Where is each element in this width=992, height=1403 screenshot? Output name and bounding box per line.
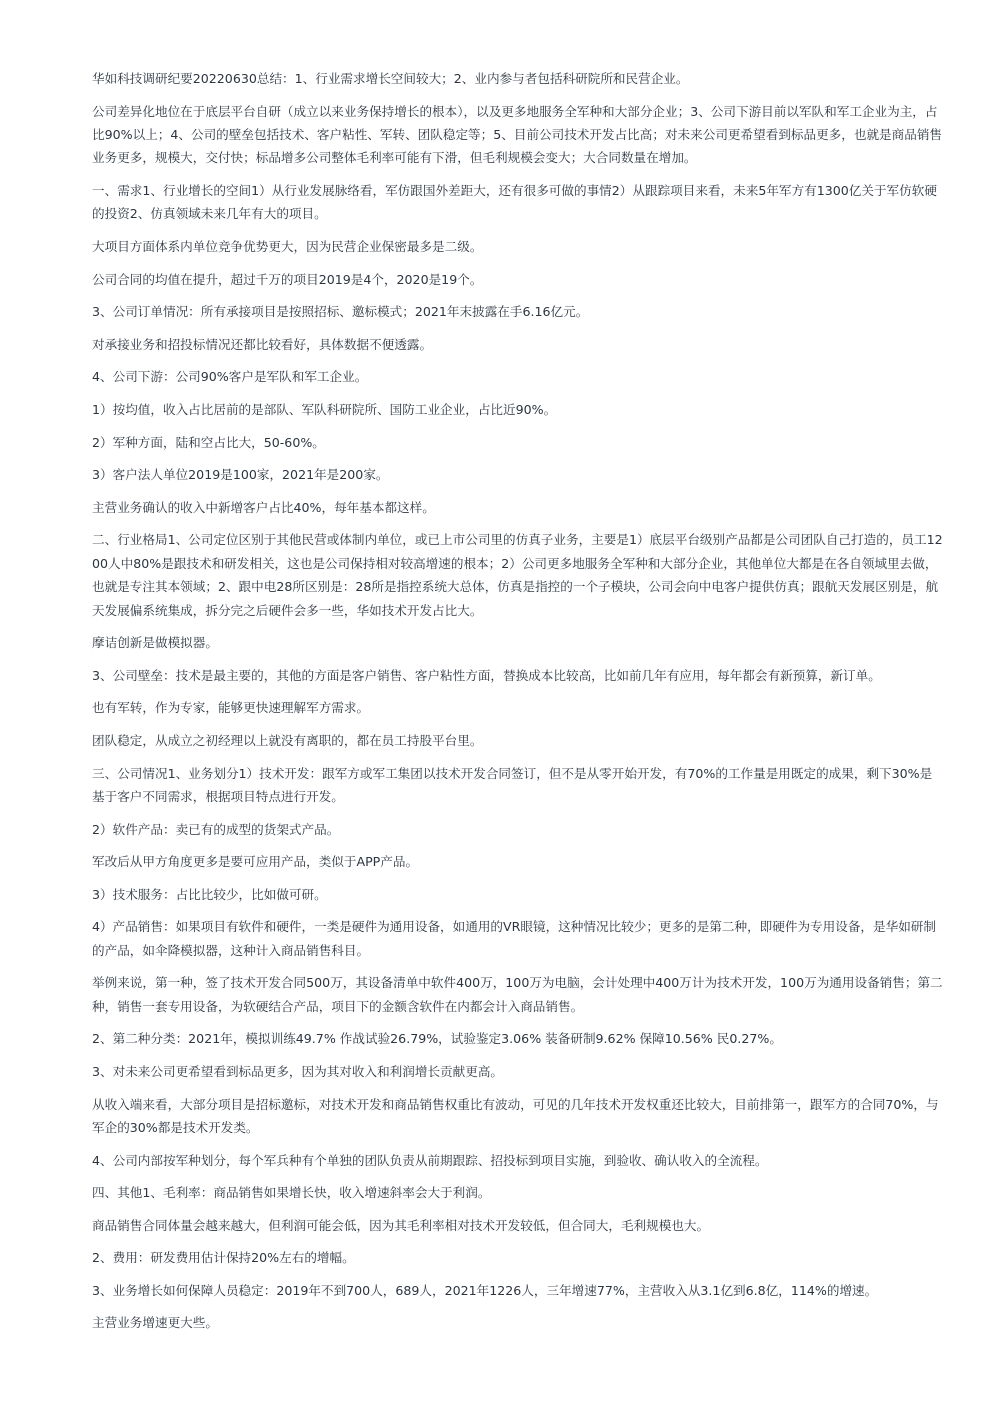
- paragraph-staff-stability: 3、业务增长如何保障人员稳定：2019年不到700人，689人，2021年1226人，三年增速77%，主营收入从3.1亿到6.8亿，114%的增速。: [92, 1282, 878, 1298]
- paragraph-bidding-outlook: 对承接业务和招投标情况还都比较看好，具体数据不便透露。: [92, 336, 433, 352]
- paragraph-main-business-growth: 主营业务增速更大些。: [92, 1315, 218, 1331]
- paragraph-mojie: 摩诘创新是做模拟器。: [92, 635, 218, 651]
- paragraph-example: 举例来说，第一种，签了技术开发合同500万，其设备清单中软件400万，100万为电脑，会计处理中400万计为技术开发，100万为通用设备销售；第二种，销售一套专用设备，为软硬结合产品，项目下的金额含软件在内都会计入商品销售。: [92, 975, 943, 1014]
- paragraph-military-transfer: 也有军转，作为专家，能够更快速理解军方需求。: [92, 700, 370, 716]
- paragraph-software-products: 2）软件产品：卖已有的成型的货架式产品。: [92, 821, 340, 837]
- paragraph-product-sales: 4）产品销售：如果项目有软件和硬件，一类是硬件为通用设备，如通用的VR眼镜，这种情况比较少；更多的是第二种，即硬件为专用设备，是华如研制的产品，如伞降模拟器，这种计入商品销售科目。: [92, 919, 936, 958]
- paragraph-new-customers: 主营业务确认的收入中新增客户占比40%，每年基本都这样。: [92, 499, 435, 515]
- paragraph-downstream-2: 2）军种方面，陆和空占比大，50-60%。: [92, 434, 325, 450]
- paragraph-contract-volume: 商品销售合同体量会越来越大，但利润可能会低，因为其毛利率相对技术开发较低，但合同大，毛利规模也大。: [92, 1217, 710, 1233]
- paragraph-downstream-1: 1）按均值，收入占比居前的是部队、军队科研院所、国防工业企业，占比近90%。: [92, 401, 557, 417]
- paragraph-team-stability: 团队稳定，从成立之初经理以上就没有离职的，都在员工持股平台里。: [92, 732, 483, 748]
- paragraph-internal-division: 4、公司内部按军种划分，每个军兵种有个单独的团队负责从前期跟踪、招投标到项目实施，到验收、确认收入的全流程。: [92, 1152, 768, 1168]
- paragraph-app-products: 军改后从甲方角度更多是要可应用产品，类似于APP产品。: [92, 854, 419, 870]
- paragraph-second-classification: 2、第二种分类：2021年，模拟训练49.7% 作战试验26.79%，试验鉴定3.06% 装备研制9.62% 保障10.56% 民0.27%。: [92, 1031, 782, 1047]
- paragraph-demand: 一、需求1、行业增长的空间1）从行业发展脉络看，军仿跟国外差距大，还有很多可做的事情2）从跟踪项目来看，未来5年军方有1300亿关于军仿软硬的投资2、仿真领域未来几年有大的项目。: [92, 183, 937, 222]
- paragraph-gross-margin: 四、其他1、毛利率：商品销售如果增长快，收入增速斜率会大于利润。: [92, 1185, 491, 1201]
- paragraph-barriers: 3、公司壁垒：技术是最主要的，其他的方面是客户销售、客户粘性方面，替换成本比较高，比如前几年有应用，每年都会有新预算，新订单。: [92, 667, 881, 683]
- paragraph-differentiation: 公司差异化地位在于底层平台自研（成立以来业务保持增长的根本），以及更多地服务全军种和大部分企业；3、公司下游目前以军队和军工企业为主，占比90%以上；4、公司的壁垒包括技术、客户粘性、军转、团队稳定等；5、目前公司技术开发占比高；对未来公司更希望看到标品更多，也就是商品销售业务更多，规模大，交付快；标品增多公司整体毛利率可能有下滑，但毛利规模会变大；大合同数量在增加。: [92, 103, 943, 166]
- paragraph-revenue-side: 从收入端来看，大部分项目是招标邀标，对技术开发和商品销售权重比有波动，可见的几年技术开发权重还比较大，目前排第一，跟军方的合同70%，与军企的30%都是技术开发类。: [92, 1096, 939, 1135]
- paragraph-tech-services: 3）技术服务：占比比较少，比如做可研。: [92, 886, 327, 902]
- document-body: [92, 67, 944, 1344]
- paragraph-big-projects: 大项目方面体系内单位竞争优势更大，因为民营企业保密最多是二级。: [92, 239, 483, 254]
- paragraph-industry-landscape: 二、行业格局1、公司定位区别于其他民营或体制内单位，或已上市公司里的仿真子业务，主要是1）底层平台级别产品都是公司团队自己打造的，员工1200人中80%是跟技术和研发相关，这也是公司保持相对较高增速的根本；2）公司更多地服务全军种和大部分企业，其他单位大都是在各自领域里去做，也就是专注其本领域；2、跟中电28所区别是：28所是指控系统大总体，仿真是指控的一个子模块，公司会向中电客户提供仿真；跟航天发展区别是，航天发展偏系统集成，拆分完之后硬件会多一些，华如技术开发占比大。: [92, 532, 943, 618]
- paragraph-orders: 3、公司订单情况：所有承接项目是按照招标、邀标模式；2021年末披露在手6.16亿元。: [92, 304, 589, 320]
- paragraph-summary: 华如科技调研纪要20220630总结：1、行业需求增长空间较大；2、业内参与者包括科研院所和民营企业。: [92, 71, 689, 86]
- paragraph-downstream: 4、公司下游：公司90%客户是军队和军工企业。: [92, 369, 368, 385]
- paragraph-standard-products: 3、对未来公司更希望看到标品更多，因为其对收入和利润增长贡献更高。: [92, 1063, 504, 1079]
- paragraph-contract-average: 公司合同的均值在提升，超过千万的项目2019是4个，2020是19个。: [92, 271, 483, 287]
- paragraph-expenses: 2、费用：研发费用估计保持20%左右的增幅。: [92, 1250, 355, 1266]
- paragraph-business-segments: 三、公司情况1、业务划分1）技术开发：跟军方或军工集团以技术开发合同签订，但不是从零开始开发，有70%的工作量是用既定的成果，剩下30%是基于客户不同需求，根据项目特点进行开发。: [92, 765, 933, 804]
- paragraph-downstream-3: 3）客户法人单位2019是100家，2021年是200家。: [92, 467, 389, 483]
